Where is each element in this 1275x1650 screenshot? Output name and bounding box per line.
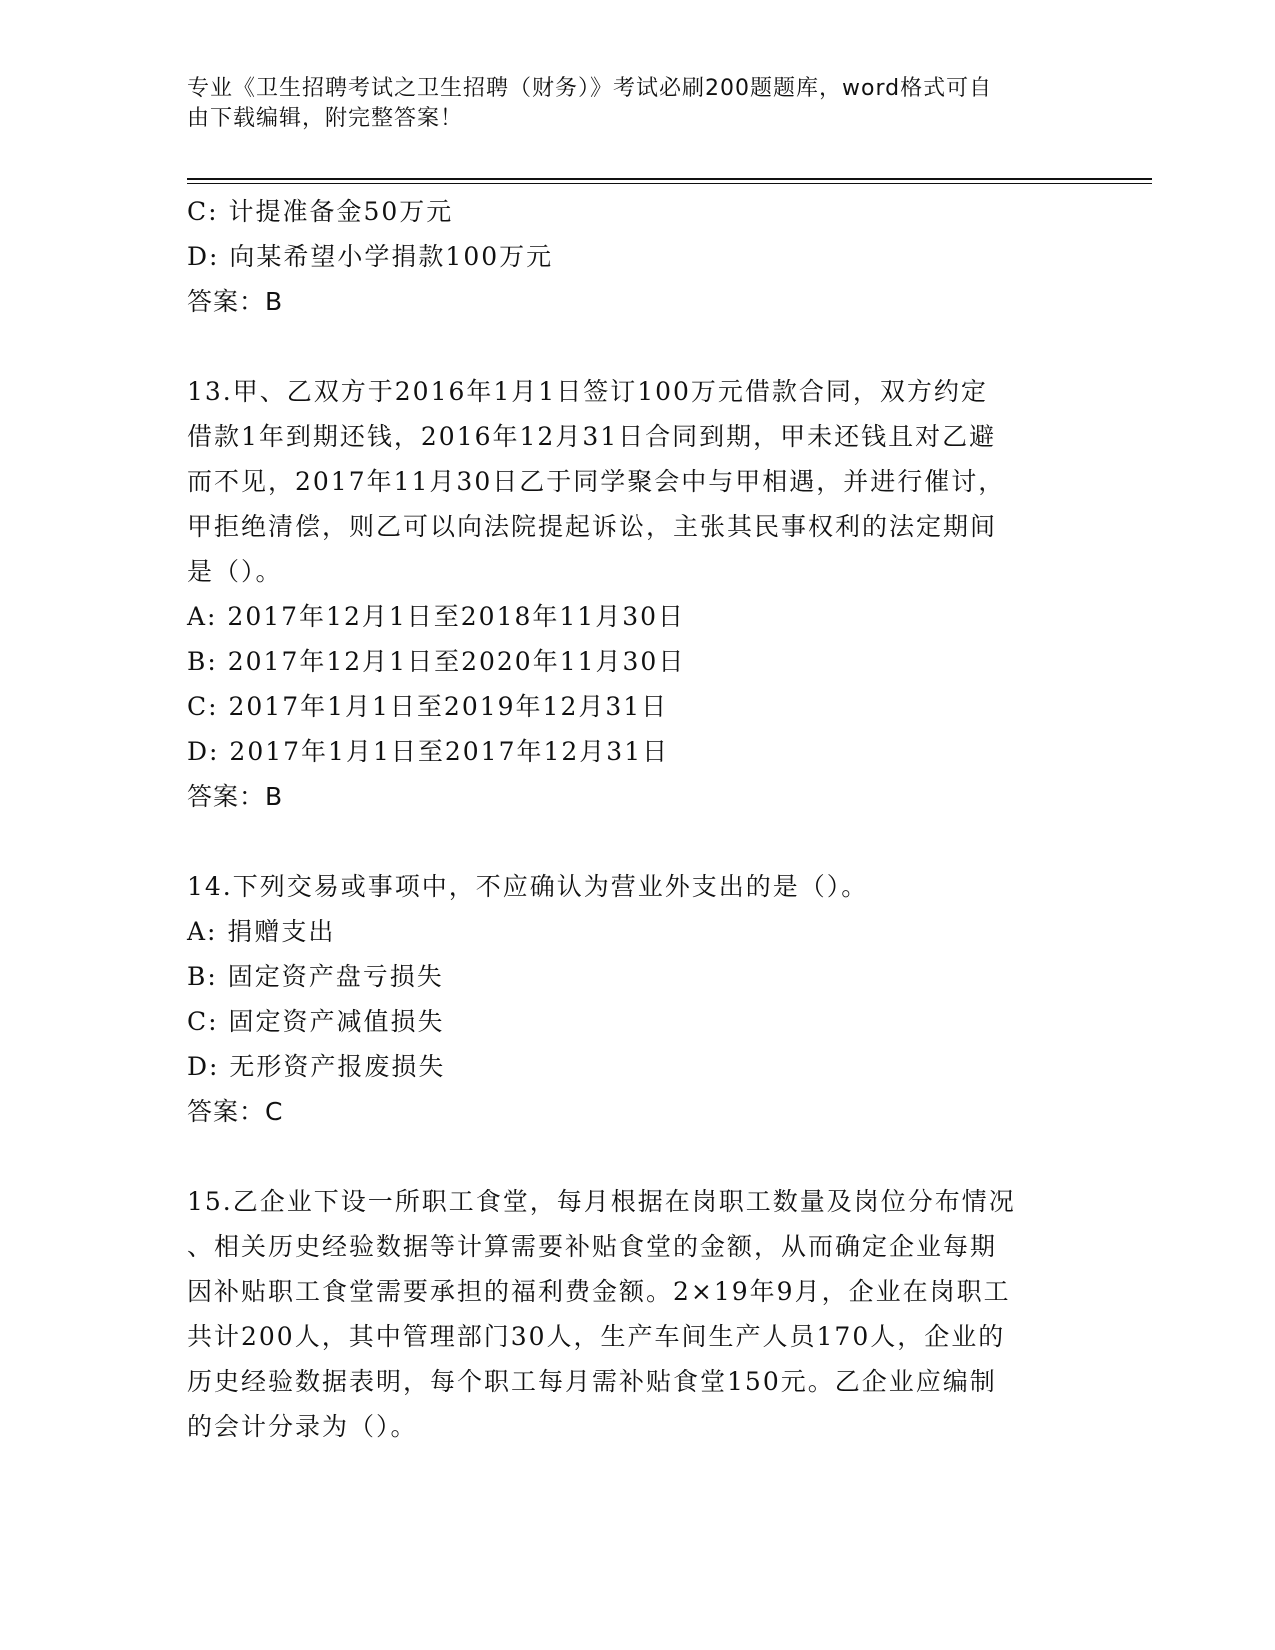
q12-answer: 答案：B [187,287,284,316]
q14-option-c: C: 固定资产减值损失 [187,1007,445,1036]
spacer [187,324,1087,369]
question-13 [187,369,1087,819]
q14-option-d: D: 无形资产报废损失 [187,1052,446,1081]
q13-stem-line-2: 借款1年到期还钱，2016年12月31日合同到期，甲未还钱且对乙避 [187,422,997,451]
header-divider-thick [187,178,1152,180]
q15-stem-line-2: 、相关历史经验数据等计算需要补贴食堂的金额，从而确定企业每期 [187,1232,998,1261]
document-body [187,189,1087,1449]
spacer [187,819,1087,864]
q14-option-a: A: 捐赠支出 [187,917,336,946]
question-14 [187,864,1087,1134]
q12-option-d: D: 向某希望小学捐款100万元 [187,242,554,271]
q15-stem-line-6: 的会计分录为（）。 [187,1412,418,1441]
q14-answer: 答案：C [187,1097,284,1126]
q15-stem-line-4: 共计200人，其中管理部门30人，生产车间生产人员170人，企业的 [187,1322,1006,1351]
document-header [187,74,1077,134]
header-line-2: 由下载编辑，附完整答案！ [187,106,464,131]
q13-stem-line-1: 13.甲、乙双方于2016年1月1日签订100万元借款合同，双方约定 [187,377,988,406]
header-divider-thin [187,183,1152,184]
q13-option-a: A: 2017年12月1日至2018年11月30日 [187,602,686,631]
q15-stem-line-3: 因补贴职工食堂需要承担的福利费金额。2×19年9月，企业在岗职工 [187,1277,1011,1306]
spacer [187,1134,1087,1179]
q15-stem-line-5: 历史经验数据表明，每个职工每月需补贴食堂150元。乙企业应编制 [187,1367,997,1396]
q13-stem-line-4: 甲拒绝清偿，则乙可以向法院提起诉讼，主张其民事权利的法定期间 [187,512,998,541]
q12-option-c: C: 计提准备金50万元 [187,197,454,226]
q13-answer: 答案：B [187,782,284,811]
q13-option-c: C: 2017年1月1日至2019年12月31日 [187,692,669,721]
question-12 [187,189,1087,324]
q13-option-d: D: 2017年1月1日至2017年12月31日 [187,737,670,766]
q15-stem-line-1: 15.乙企业下设一所职工食堂，每月根据在岗职工数量及岗位分布情况 [187,1187,1016,1216]
q14-stem: 14.下列交易或事项中，不应确认为营业外支出的是（）。 [187,872,869,901]
q13-option-b: B: 2017年12月1日至2020年11月30日 [187,647,686,676]
question-15 [187,1179,1087,1449]
q13-stem-line-3: 而不见，2017年11月30日乙于同学聚会中与甲相遇，并进行催讨， [187,467,1006,496]
q14-option-b: B: 固定资产盘亏损失 [187,962,444,991]
q13-stem-line-5: 是（）。 [187,557,283,586]
header-line-1: 专业《卫生招聘考试之卫生招聘（财务）》考试必刷200题题库，word格式可自 [187,76,993,101]
